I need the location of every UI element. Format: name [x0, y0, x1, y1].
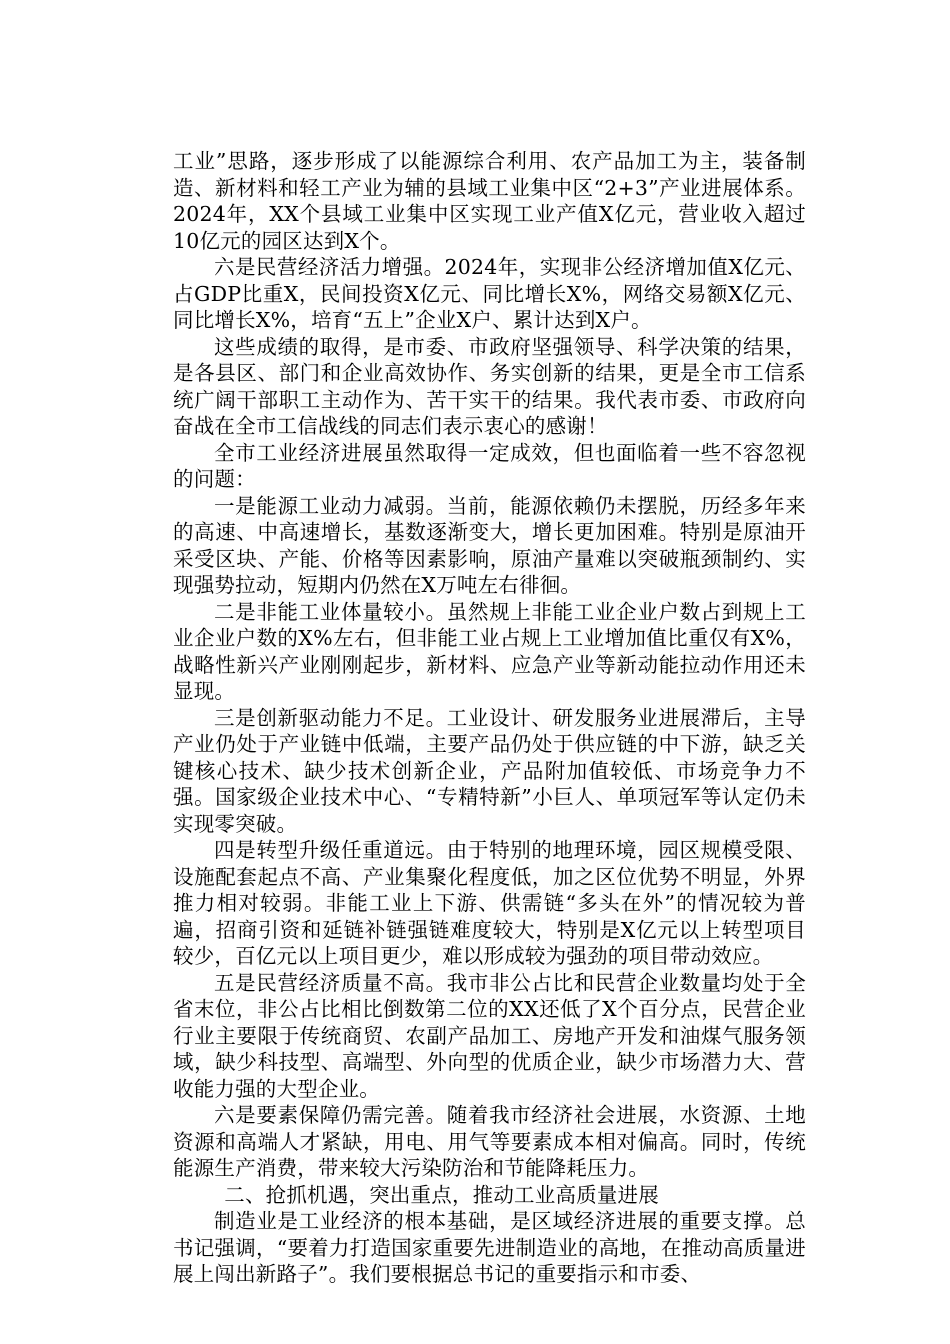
paragraph-problem-transformation: 四是转型升级任重道远。由于特别的地理环境，园区规模受限、设施配套起点不高、产业集聚化程度低，加之区位优势不明显，外界推力相对较弱。非能工业上下游、供需链“多头在外”的情况较为普遍，招商引资和延链补链强链难度较大，特别是X亿元以上转型项目较少，百亿元以上项目更少，难以形成较为强劲的项目带动效应。 — [173, 838, 806, 968]
paragraph-achievements: 这些成绩的取得，是市委、市政府坚强领导、科学决策的结果，是各县区、部门和企业高效协作、务实创新的结果，更是全市工信系统广阔干部职工主动作为、苦干实干的结果。我代表市委、市政府向奋战在全市工信战线的同志们表示衷心的感谢！ — [173, 334, 806, 438]
paragraph-continuation: 工业”思路，逐步形成了以能源综合利用、农产品加工为主，装备制造、新材料和轻工产业为辅的县域工业集中区“2+3”产业进展体系。2024年，XX个县域工业集中区实现工业产值X亿元，营业收入超过10亿元的园区达到X个。 — [173, 149, 806, 253]
paragraph-manufacturing: 制造业是工业经济的根本基础，是区域经济进展的重要支撑。总书记强调，“要着力打造国家重要先进制造业的高地，在推动高质量进展上闯出新路子”。我们要根据总书记的重要指示和市委、 — [173, 1209, 806, 1286]
paragraph-private-economy: 六是民营经济活力增强。2024年，实现非公经济增加值X亿元、占GDP比重X，民间投资X亿元、同比增长X%，网络交易额X亿元、同比增长X%，培育“五上”企业X户、累计达到X户。 — [173, 255, 806, 332]
paragraph-problem-non-energy: 二是非能工业体量较小。虽然规上非能工业企业户数占到规上工业企业户数的X%左右，但非能工业占规上工业增加值比重仅有X%，战略性新兴产业刚刚起步，新材料、应急产业等新动能拉动作用还未显现。 — [173, 599, 806, 703]
paragraph-problem-private-quality: 五是民营经济质量不高。我市非公占比和民营企业数量均处于全省末位，非公占比相比倒数第二位的XX还低了X个百分点，民营企业行业主要限于传统商贸、农副产品加工、房地产开发和油煤气服务领域，缺少科技型、高端型、外向型的优质企业，缺少市场潜力大、营收能力强的大型企业。 — [173, 970, 806, 1101]
document-page — [173, 148, 806, 1288]
paragraph-problem-factors: 六是要素保障仍需完善。随着我市经济社会进展，水资源、土地资源和高端人才紧缺，用电、用气等要素成本相对偏高。同时，传统能源生产消费，带来较大污染防治和节能降耗压力。 — [173, 1103, 806, 1180]
paragraph-problems-intro: 全市工业经济进展虽然取得一定成效，但也面临着一些不容忽视的问题： — [173, 440, 806, 491]
paragraph-problem-energy: 一是能源工业动力减弱。当前，能源依赖仍未摆脱，历经多年来的高速、中高速增长，基数逐渐变大，增长更加困难。特别是原油开采受区块、产能、价格等因素影响，原油产量难以突破瓶颈制约、实现强势拉动，短期内仍然在X万吨左右徘徊。 — [173, 493, 806, 597]
section-heading: 二、抢抓机遇，突出重点，推动工业高质量进展 — [224, 1182, 659, 1207]
paragraph-problem-innovation: 三是创新驱动能力不足。工业设计、研发服务业进展滞后，主导产业仍处于产业链中低端，主要产品仍处于供应链的中下游，缺乏关键核心技术、缺少技术创新企业，产品附加值较低、市场竞争力不强。国家级企业技术中心、“专精特新”小巨人、单项冠军等认定仍未实现零突破。 — [173, 705, 806, 836]
